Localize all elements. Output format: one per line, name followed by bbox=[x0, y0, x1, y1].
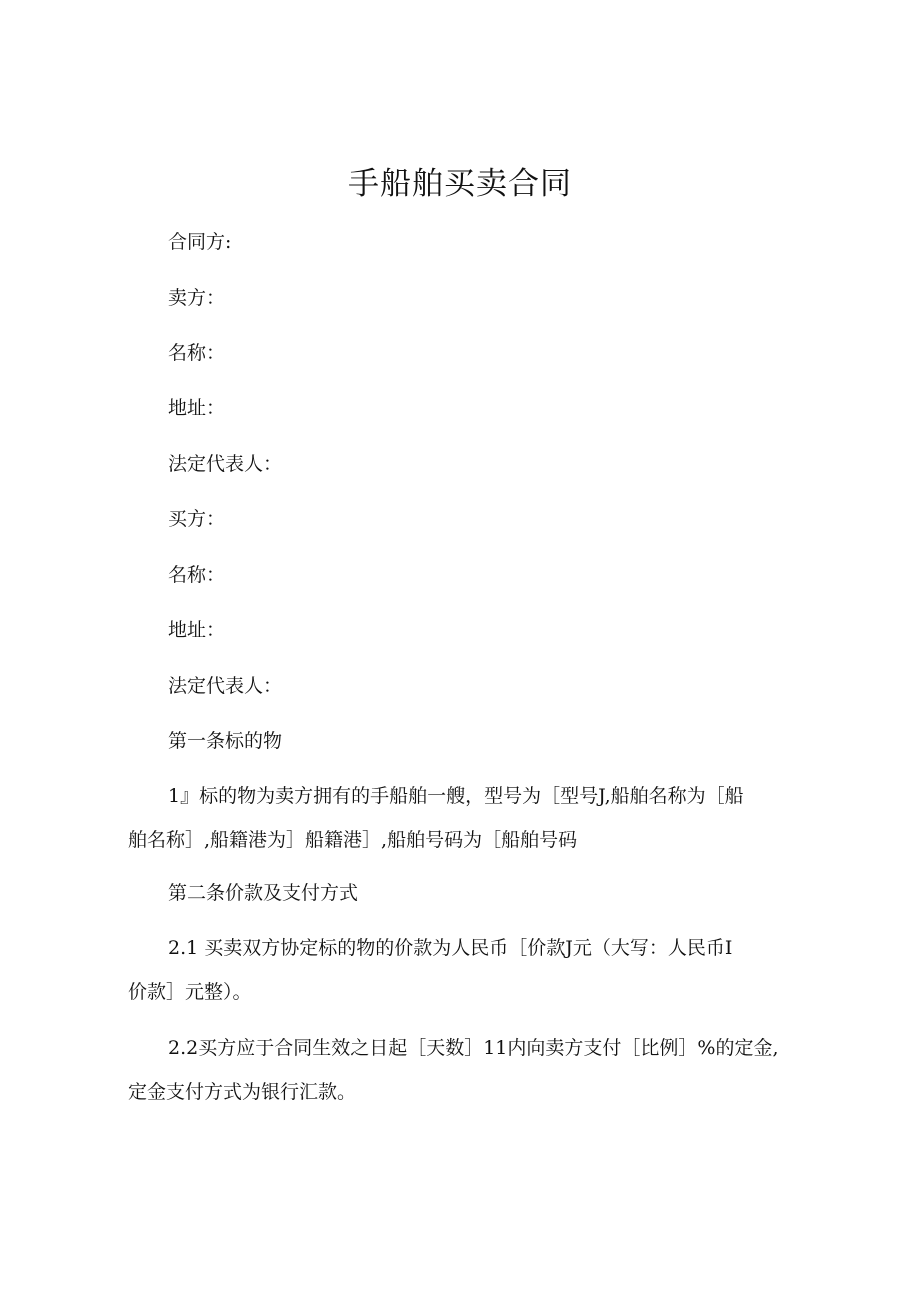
buyer-label: 买方： bbox=[168, 508, 226, 530]
article-1-heading: 第一条标的物 bbox=[168, 730, 283, 752]
clause-2-1-line-2: 价款］元整）。 bbox=[128, 981, 252, 1003]
clause-1-line-2: 舶名称］,船籍港为］船籍港］,船舶号码为［船舶号码 bbox=[128, 829, 578, 851]
seller-name-label: 名称： bbox=[168, 342, 226, 364]
article-2-heading: 第二条价款及支付方式 bbox=[168, 882, 359, 904]
buyer-name-label: 名称： bbox=[168, 564, 226, 586]
clause-1-line-1: 1』标的物为卖方拥有的手船舶一艘，型号为［型号J,船舶名称为［船 bbox=[168, 785, 744, 807]
buyer-representative-label: 法定代表人： bbox=[168, 675, 283, 697]
clause-2-2-line-1: 2.2买方应于合同生效之日起［天数］11内向卖方支付［比例］%的定金, bbox=[168, 1037, 779, 1059]
buyer-address-label: 地址： bbox=[168, 619, 226, 641]
document-title: 手船舶买卖合同 bbox=[348, 166, 572, 202]
parties-header: 合同方: bbox=[168, 231, 232, 253]
seller-label: 卖方： bbox=[168, 287, 226, 309]
seller-representative-label: 法定代表人： bbox=[168, 453, 283, 475]
clause-2-1 bbox=[128, 926, 790, 1014]
seller-address-label: 地址： bbox=[168, 397, 226, 419]
clause-1 bbox=[128, 774, 790, 862]
clause-2-2 bbox=[128, 1026, 790, 1114]
clause-2-2-line-2: 定金支付方式为银行汇款。 bbox=[128, 1081, 357, 1103]
clause-2-1-line-1: 2.1 买卖双方协定标的物的价款为人民币［价款J元（大写：人民币I bbox=[168, 937, 733, 959]
